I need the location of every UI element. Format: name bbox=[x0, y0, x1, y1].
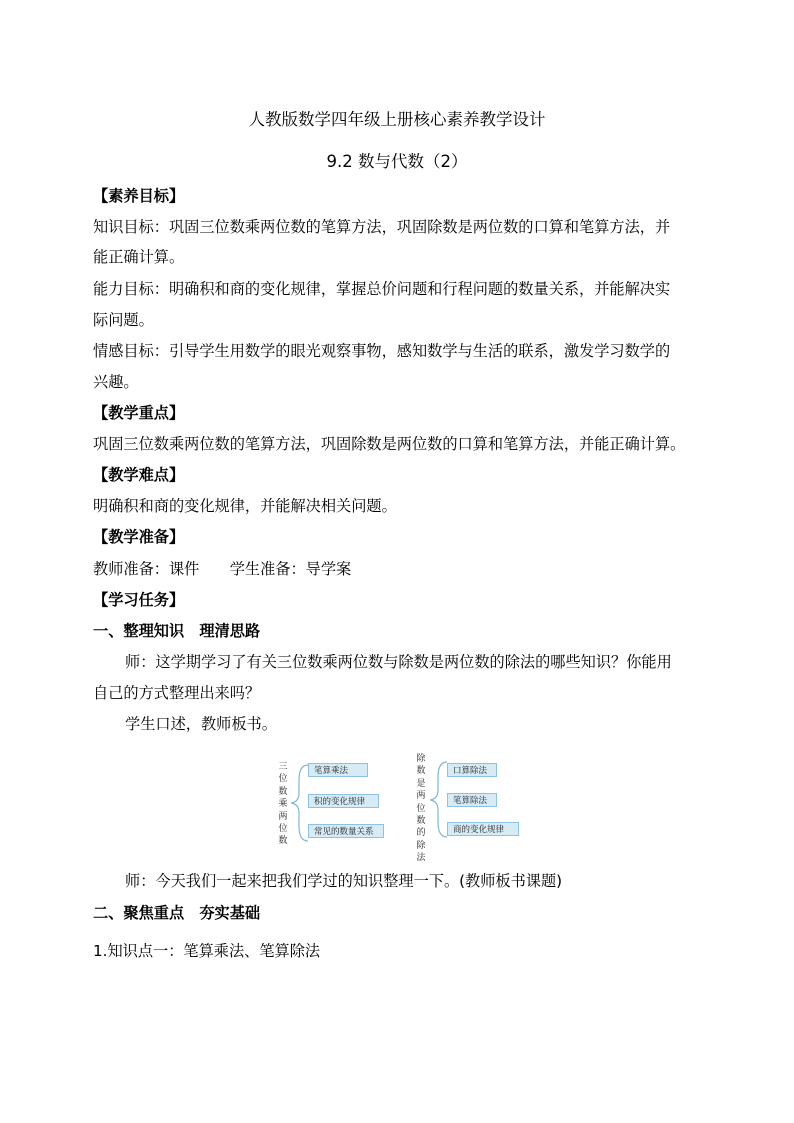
paragraph-line: 师：这学期学习了有关三位数乘两位数与除数是两位数的除法的哪些知识？你能用 bbox=[125, 653, 672, 671]
document-title: 人教版数学四年级上册核心素养教学设计 bbox=[248, 110, 546, 129]
paragraph-line: 1.知识点一：笔算乘法、笔算除法 bbox=[93, 942, 321, 960]
paragraph-line: 巩固三位数乘两位数的笔算方法，巩固除数是两位数的口算和笔算方法，并能正确计算。 bbox=[93, 435, 686, 453]
diagram-node: 笔算乘法 bbox=[308, 763, 368, 777]
section-heading: 【教学准备】 bbox=[93, 528, 185, 546]
paragraph-line: 学生口述，教师板书。 bbox=[125, 715, 277, 733]
subsection-heading: 二、聚焦重点 夯实基础 bbox=[93, 904, 261, 922]
paragraph-line: 明确积和商的变化规律，并能解决相关问题。 bbox=[93, 497, 397, 515]
section-heading: 【教学难点】 bbox=[93, 466, 185, 484]
paragraph-line: 能力目标：明确积和商的变化规律，掌握总价问题和行程问题的数量关系，并能解决实 bbox=[93, 280, 671, 298]
subsection-heading: 一、整理知识 理清思路 bbox=[93, 622, 261, 640]
paragraph-line: 兴趣。 bbox=[93, 373, 139, 391]
paragraph-line: 知识目标：巩固三位数乘两位数的笔算方法，巩固除数是两位数的口算和笔算方法，并 bbox=[93, 218, 671, 236]
diagram-node: 常见的数量关系 bbox=[308, 824, 384, 838]
knowledge-diagram bbox=[275, 750, 535, 864]
section-heading: 【教学重点】 bbox=[93, 404, 185, 422]
diagram-left-title: 三位数乘两位数 bbox=[278, 762, 288, 847]
section-heading: 【素养目标】 bbox=[93, 187, 185, 205]
section-heading: 【学习任务】 bbox=[93, 591, 185, 609]
diagram-node: 积的变化规律 bbox=[308, 794, 379, 808]
diagram-node: 商的变化规律 bbox=[447, 822, 519, 836]
diagram-node: 笔算除法 bbox=[447, 793, 497, 807]
paragraph-line: 自己的方式整理出来吗？ bbox=[93, 684, 261, 702]
paragraph-line: 教师准备：课件 学生准备：导学案 bbox=[93, 560, 352, 578]
paragraph-line: 师：今天我们一起来把我们学过的知识整理一下。(教师板书课题) bbox=[125, 872, 563, 890]
paragraph-line: 际问题。 bbox=[93, 311, 154, 329]
paragraph-line: 情感目标：引导学生用数学的眼光观察事物，感知数学与生活的联系，激发学习数学的 bbox=[93, 342, 671, 360]
diagram-right-title: 除数是两位数的除法 bbox=[416, 754, 426, 864]
diagram-node: 口算除法 bbox=[447, 763, 497, 777]
document-subtitle: 9.2 数与代数（2） bbox=[326, 152, 468, 171]
paragraph-line: 能正确计算。 bbox=[93, 248, 185, 266]
